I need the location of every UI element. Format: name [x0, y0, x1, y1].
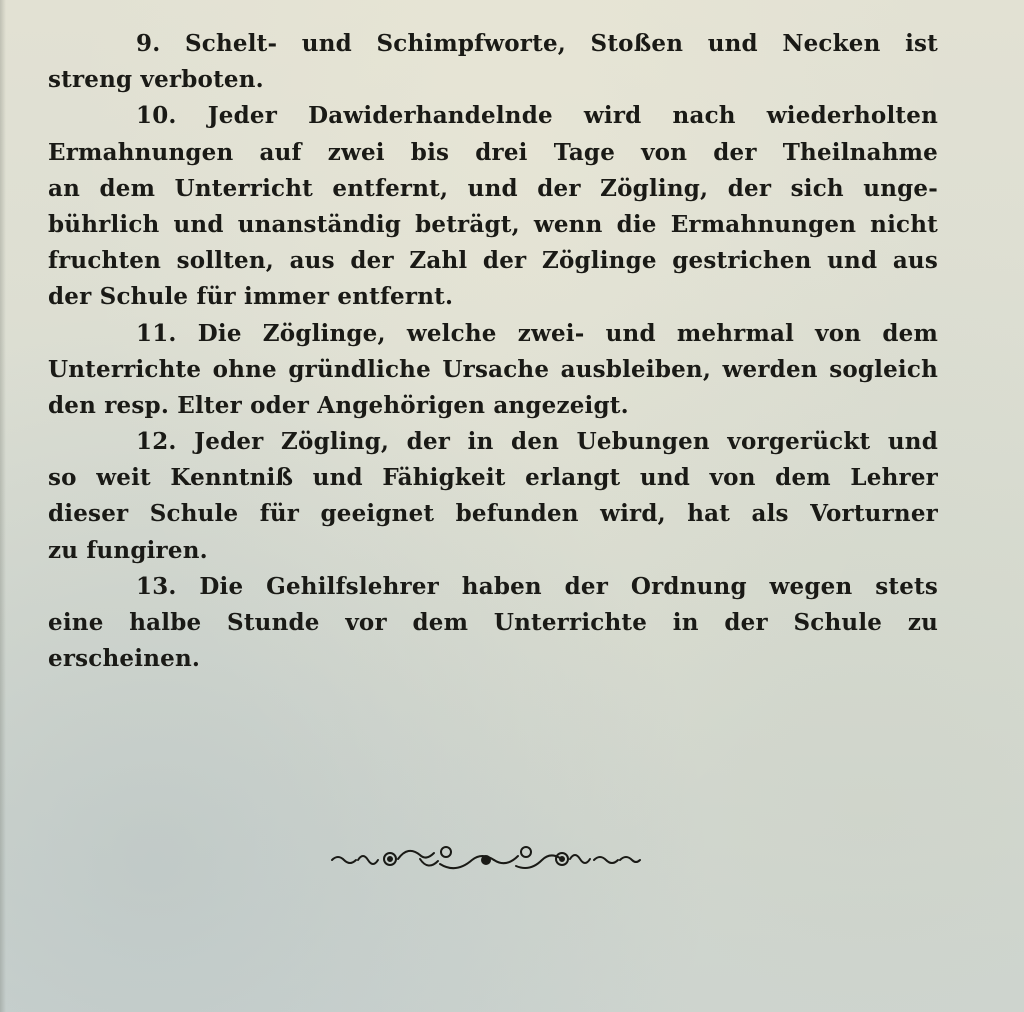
paragraph-11-line-3: den resp. Elter oder Angehörigen angezeigt. [48, 391, 629, 419]
paragraph-10-line-4: bührlich und unanständig beträgt, wenn die Ermahnungen nicht [48, 210, 938, 238]
paragraph-10-line-6: der Schule für immer entfernt. [48, 283, 454, 311]
paragraph-9-line-1: 9. Schelt- und Schimpfworte, Stoßen und Necken ist [136, 30, 938, 57]
paragraph-10-line-1: 10. Jeder Dawiderhandelnde wird nach wiederholten [136, 102, 938, 130]
paragraph-11-line-2: Unterrichte ohne gründliche Ursache ausbleiben, werden sogleich [48, 355, 938, 383]
paragraph-10-line-5: fruchten sollten, aus der Zahl der Zöglinge gestrichen und aus [48, 247, 938, 275]
paragraph-12-line-4: zu fungiren. [48, 536, 208, 564]
printers-flourish-ornament-icon [328, 838, 644, 878]
paragraph-9-line-2: streng verboten. [48, 66, 264, 94]
paragraph-10-line-3: an dem Unterricht entfernt, und der Zögling, der sich unge- [48, 174, 938, 202]
paragraph-11-line-1: 11. Die Zöglinge, welche zwei- und mehrmal von dem [136, 319, 938, 347]
regulation-text [48, 26, 938, 677]
paragraph-12-line-2: so weit Kenntniß und Fähigkeit erlangt und von dem Lehrer [48, 464, 938, 492]
paragraph-13-line-1: 13. Die Gehilfslehrer haben der Ordnung wegen stets [136, 572, 938, 600]
paragraph-10-line-2: Ermahnungen auf zwei bis drei Tage von der Theilnahme [48, 138, 938, 166]
page-edge-shadow [0, 0, 6, 1012]
paragraph-13-line-3: erscheinen. [48, 645, 201, 673]
paragraph-12-line-1: 12. Jeder Zögling, der in den Uebungen vorgerückt und [136, 428, 938, 456]
paragraph-12-line-3: dieser Schule für geeignet befunden wird, hat als Vorturner [48, 500, 938, 528]
paragraph-13-line-2: eine halbe Stunde vor dem Unterrichte in der Schule zu [48, 609, 938, 636]
